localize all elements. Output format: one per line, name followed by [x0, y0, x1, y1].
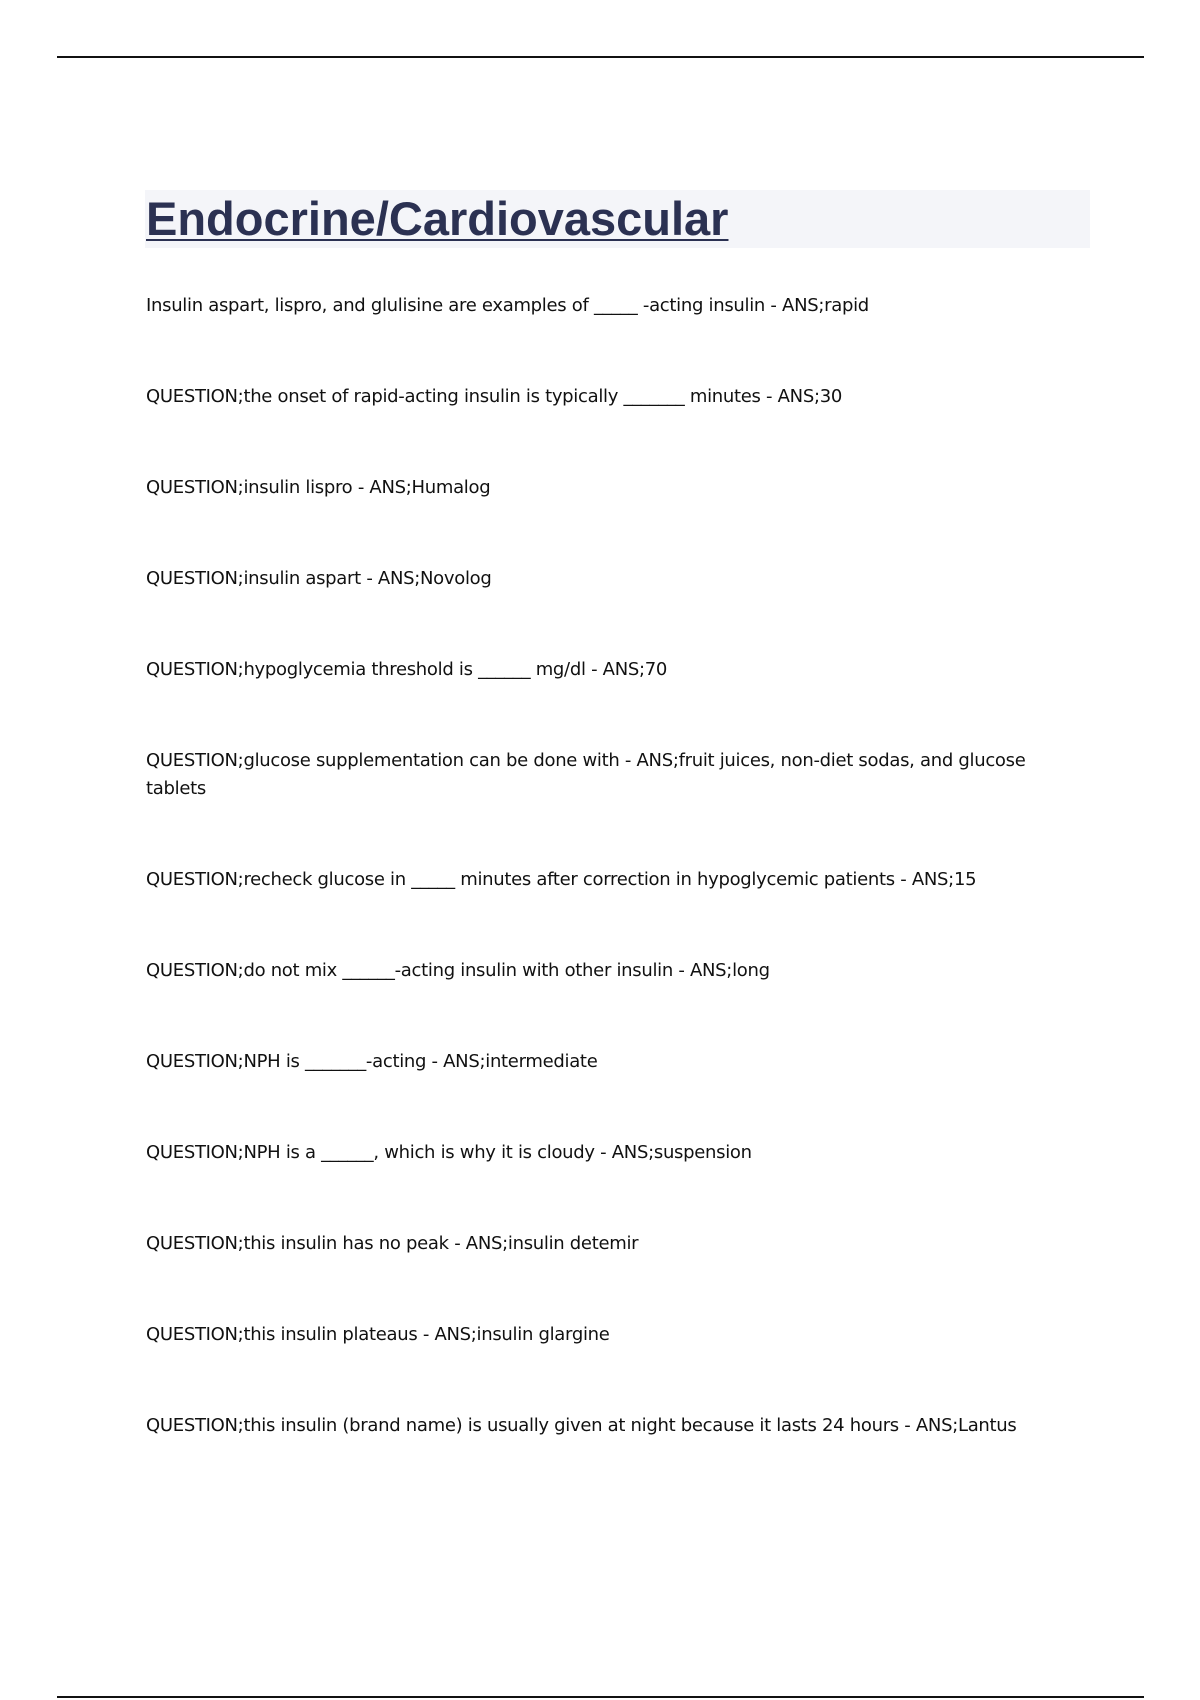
qa-item-10: QUESTION;NPH is a ______, which is why it is cloudy - ANS;suspension	[146, 1142, 752, 1163]
bottom-rule	[57, 1696, 1144, 1698]
qa-item-12: QUESTION;this insulin plateaus - ANS;insulin glargine	[146, 1324, 610, 1345]
qa-item-3: QUESTION;insulin lispro - ANS;Humalog	[146, 477, 491, 498]
qa-item-9: QUESTION;NPH is _______-acting - ANS;intermediate	[146, 1051, 598, 1072]
page-title: Endocrine/Cardiovascular	[146, 192, 729, 245]
qa-item-5: QUESTION;hypoglycemia threshold is ______ mg/dl - ANS;70	[146, 659, 668, 680]
qa-item-4: QUESTION;insulin aspart - ANS;Novolog	[146, 568, 492, 589]
qa-item-13: QUESTION;this insulin (brand name) is usually given at night because it lasts 24 hours - ANS;Lantus	[146, 1415, 1017, 1436]
qa-item-7: QUESTION;recheck glucose in _____ minutes after correction in hypoglycemic patients - ANS;15	[146, 869, 977, 890]
qa-item-6: QUESTION;glucose supplementation can be done with - ANS;fruit juices, non-diet sodas, and glucose tablets	[146, 750, 1026, 799]
qa-item-8: QUESTION;do not mix ______-acting insulin with other insulin - ANS;long	[146, 960, 770, 981]
qa-item-11: QUESTION;this insulin has no peak - ANS;insulin detemir	[146, 1233, 639, 1254]
qa-item-1: Insulin aspart, lispro, and glulisine are examples of _____ -acting insulin - ANS;rapid	[146, 295, 869, 316]
qa-item-2: QUESTION;the onset of rapid-acting insulin is typically _______ minutes - ANS;30	[146, 386, 843, 407]
